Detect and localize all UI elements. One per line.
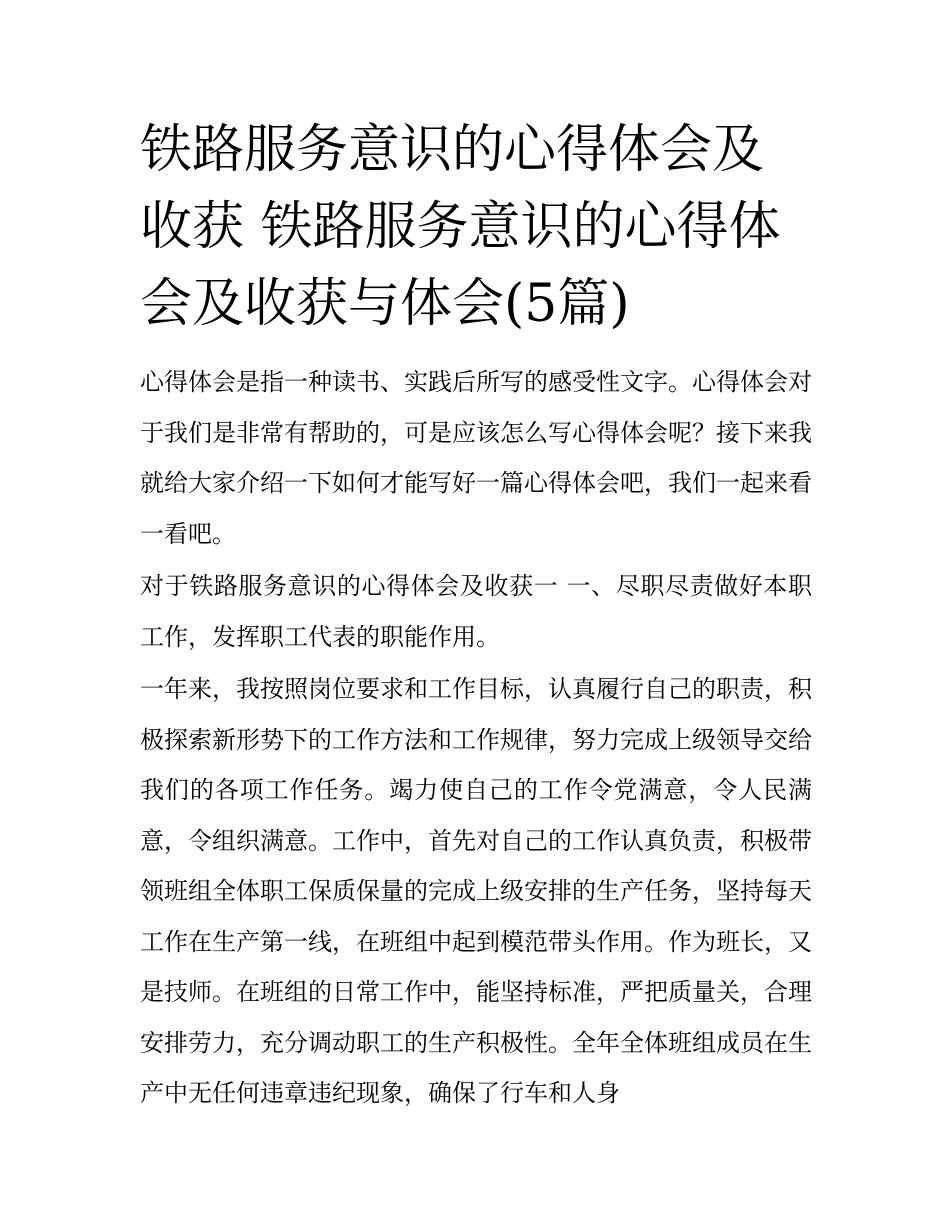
document-body	[140, 112, 812, 1121]
paragraph-intro: 心得体会是指一种读书、实践后所写的感受性文字。心得体会对于我们是非常有帮助的，可是应该怎么写心得体会呢？接下来我就给大家介绍一下如何才能写好一篇心得体会吧，我们一起来看一看吧。	[140, 368, 812, 548]
document-title: 铁路服务意识的心得体会及收获 铁路服务意识的心得体会及收获与体会(5篇)	[140, 120, 781, 334]
paragraph-section-heading: 对于铁路服务意识的心得体会及收获一 一、尽职尽责做好本职工作，发挥职工代表的职能作用。	[140, 572, 812, 651]
paragraph-body: 一年来，我按照岗位要求和工作目标，认真履行自己的职责，积极探索新形势下的工作方法和工作规律，努力完成上级领导交给我们的各项工作任务。竭力使自己的工作令党满意，令人民满意，令组织满意。工作中，首先对自己的工作认真负责，积极带领班组全体职工保质保量的完成上级安排的生产任务，坚持每天工作在生产第一线，在班组中起到模范带头作用。作为班长，又是技师。在班组的日常工作中，能坚持标准，严把质量关，合理安排劳力，充分调动职工的生产积极性。全年全体班组成员在生产中无任何违章违纪现象，确保了行车和人身	[140, 675, 812, 1107]
